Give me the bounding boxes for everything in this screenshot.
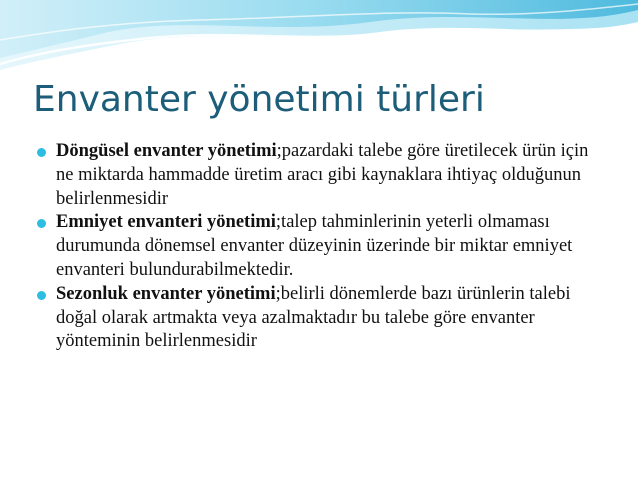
- bullet-item-emniyet: [37, 211, 597, 282]
- bullet-term: Emniyet envanteri yönetimi: [56, 212, 276, 233]
- bullet-term: Sezonluk envanter yönetimi: [56, 283, 276, 304]
- bullet-dot-icon: [37, 148, 46, 157]
- bullet-dot-icon: [37, 219, 46, 228]
- bullet-text: ;belirli dönemlerde bazı ürünlerin talebi doğal olarak artmakta veya azalmaktadır bu talebe göre envanter yönteminin belirlenmesidir: [56, 283, 571, 352]
- bullet-text: ;talep tahminlerinin yeterli olmaması durumunda dönemsel envanter düzeyinin üzerinde bir miktar emniyet envanteri bulundurabilmektedir.: [56, 212, 573, 280]
- header-wave-decoration: [0, 0, 638, 80]
- bullet-term: Döngüsel envanter yönetimi: [56, 141, 277, 161]
- slide-title: Envanter yönetimi türleri: [33, 79, 485, 120]
- bullet-item-sezonluk: [37, 283, 597, 354]
- bullet-text: ;pazardaki talebe göre üretilecek ürün için ne miktarda hammadde üretim aracı gibi kaynaklara ihtiyaç olduğunun belirlenmesidir: [56, 141, 589, 209]
- bullet-list: [37, 140, 597, 354]
- bullet-dot-icon: [37, 291, 46, 300]
- bullet-item-dongusel: [37, 140, 597, 211]
